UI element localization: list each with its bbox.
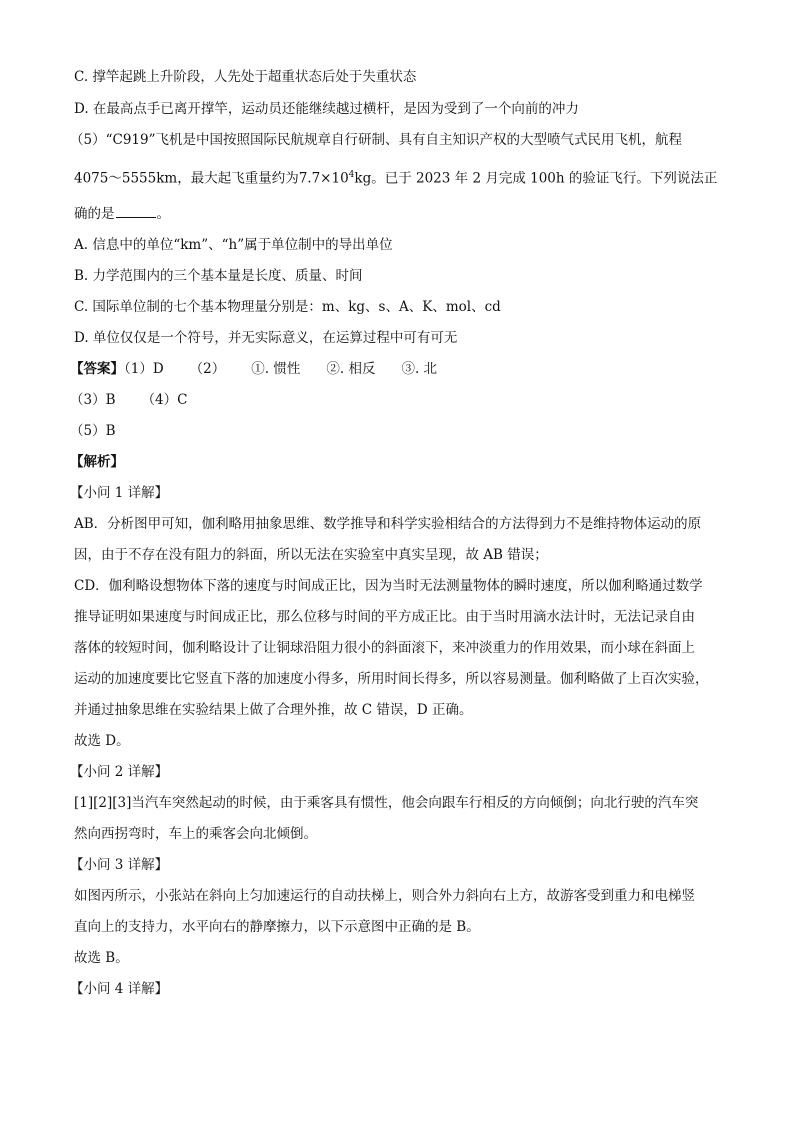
prompt-text: 确的是 — [74, 206, 115, 222]
q5-option-c: C. 国际单位制的七个基本物理量分别是：m、kg、s、A、K、mol、cd — [74, 299, 501, 315]
q5-option-d: D. 单位仅仅是一个符号，并无实际意义，在运算过程中可有可无 — [74, 330, 458, 346]
analysis-1-line-1: AB．分析图甲可知，伽利略用抽象思维、数学推导和科学实验相结合的方法得到力不是维持物体运动的原 — [74, 516, 702, 532]
answer-1: （1）D — [124, 361, 164, 377]
analysis-1-line-2: 因，由于不存在没有阻力的斜面，所以无法在实验室中真实呈现，故 AB 错误； — [74, 547, 548, 563]
question-5-prompt — [74, 203, 754, 224]
analysis-1-line-6: 运动的加速度要比它竖直下落的加速度小得多，所用时间长得多，所以容易测量。伽利略做了上百次实验， — [74, 671, 709, 687]
answer-blank — [116, 203, 156, 218]
answer-2: （2） — [189, 361, 226, 377]
analysis-tag: 【解析】 — [70, 454, 124, 470]
answer-tag: 【答案】 — [70, 361, 124, 377]
exponent: 4 — [348, 170, 355, 180]
analysis-1-choice: 故选 D。 — [74, 733, 130, 749]
analysis-2-line-2: 然向西拐弯时，车上的乘客会向北倾倒。 — [74, 826, 317, 842]
analysis-3-line-1: 如图丙所示，小张站在斜向上匀加速运行的自动扶梯上，则合外力斜向右上方，故游客受到重力和电梯竖 — [74, 888, 695, 904]
flight-text: kg。已于 2023 年 2 月完成 100h 的验证飞行。下列说法正 — [354, 170, 718, 187]
answer-3: （3）B — [70, 392, 116, 408]
answer-4: （4）C — [141, 392, 188, 408]
analysis-1-line-5: 落体的较短时间，伽利略设计了让铜球沿阻力很小的斜面滚下，来冲淡重力的作用效果，而小球在斜面上 — [74, 640, 695, 656]
answer-2-blank-3: ③. 北 — [401, 361, 438, 377]
analysis-3-choice: 故选 B。 — [74, 950, 129, 966]
question-5-stem-cont — [74, 165, 754, 189]
analysis-1-line-7: 并通过抽象思维在实验结果上做了合理外推，故 C 错误，D 正确。 — [74, 702, 473, 718]
prompt-end: 。 — [156, 206, 170, 222]
option-d-line: D. 在最高点手已离开撑竿，运动员还能继续越过横杆，是因为受到了一个向前的冲力 — [74, 101, 579, 117]
question-5-stem: （5）“C919”飞机是中国按照国际民航规章自行研制、具有自主知识产权的大型喷气式民用飞机，航程 — [70, 132, 682, 148]
option-c-line: C. 撑竿起跳上升阶段，人先处于超重状态后处于失重状态 — [74, 69, 417, 85]
analysis-1-line-3: CD．伽利略设想物体下落的速度与时间成正比，因为当时无法测量物体的瞬时速度，所以伽利略通过数学 — [74, 578, 703, 594]
analysis-1-line-4: 推导证明如果速度与时间成正比，那么位移与时间的平方成正比。由于当时用滴水法计时，无法记录自由 — [74, 609, 695, 625]
answer-line-1 — [70, 359, 754, 379]
answer-line-2 — [70, 390, 754, 410]
answer-2-blank-2: ②. 相反 — [326, 361, 376, 377]
range-and-mass-text: 4075～5555km，最大起飞重量约为7.7×10 — [74, 170, 349, 187]
answer-2-blank-1: ①. 惯性 — [251, 361, 301, 377]
section-heading-1: 【小问 1 详解】 — [70, 485, 169, 501]
section-heading-2: 【小问 2 详解】 — [70, 764, 169, 780]
answer-5: （5）B — [70, 423, 116, 439]
analysis-2-line-1: [1][2][3]当汽车突然起动的时候，由于乘客具有惯性，他会向跟车行相反的方向倾倒；向北行驶的汽车突 — [74, 795, 699, 811]
section-heading-4: 【小问 4 详解】 — [70, 981, 169, 997]
analysis-3-line-2: 直向上的支持力，水平向右的静摩擦力，以下示意图中正确的是 B。 — [74, 919, 480, 935]
q5-option-b: B. 力学范围内的三个基本量是长度、质量、时间 — [74, 268, 363, 284]
q5-option-a: A. 信息中的单位“km”、“h”属于单位制中的导出单位 — [74, 237, 393, 253]
section-heading-3: 【小问 3 详解】 — [70, 857, 169, 873]
